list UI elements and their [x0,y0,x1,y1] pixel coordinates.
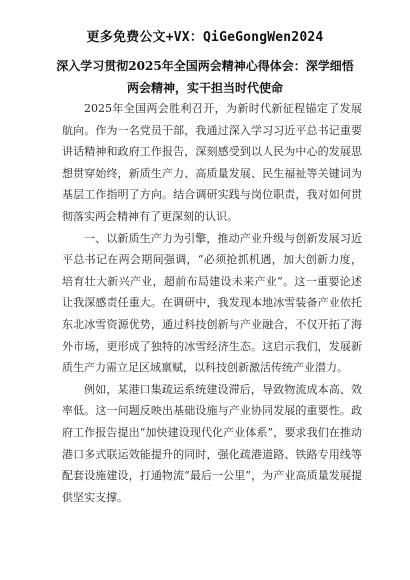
paragraph-section-one: 一、以新质生产力为引擎，推动产业升级与创新发展习近平总书记在两会期间强调，“必须抢抓机遇，加大创新力度，培育壮大新兴产业，超前布局建设未来产业”。这一重要论述让我深感责任重大。在调研中，我发现本地冰雪装备产业依托东北冰雪资源优势，通过科技创新与产业融合，不仅开拓了海外市场，更形成了独特的冰雪经济生态。这启示我们，发展新质生产力需立足区域禀赋，以科技创新激活传统产业潜力。 [62,231,362,375]
paragraph-example: 例如，某港口集疏运系统建设滞后，导致物流成本高、效率低。这一问题反映出基础设施与产业协同发展的重要性。政府工作报告提出“加快建设现代化产业体系”，要求我们在推动港口多式联运效能提升的同时，强化疏港道路、铁路专用线等配套设施建设，打通物流“最后一公里”，为产业高质量发展提供坚实支撑。 [62,382,362,504]
document-body [62,98,362,508]
document-title: 深入学习贯彻2025年全国两会精神心得体会：深学细悟两会精神，实干担当时代使命 [56,59,354,95]
promo-header: 更多免费公文+VX：QiGeGongWen2024 [86,30,324,45]
paragraph-intro: 2025年全国两会胜利召开，为新时代新征程锚定了发展航向。作为一名党员干部，我通过深入学习习近平总书记重要讲话精神和政府工作报告，深刻感受到以人民为中心的发展思想贯穿始终，新质生产力、高质量发展、民生福祉等关键词为基层工作指明了方向。结合调研实践与岗位职责，我对如何贯彻落实两会精神有了更深刻的认识。 [62,102,362,223]
